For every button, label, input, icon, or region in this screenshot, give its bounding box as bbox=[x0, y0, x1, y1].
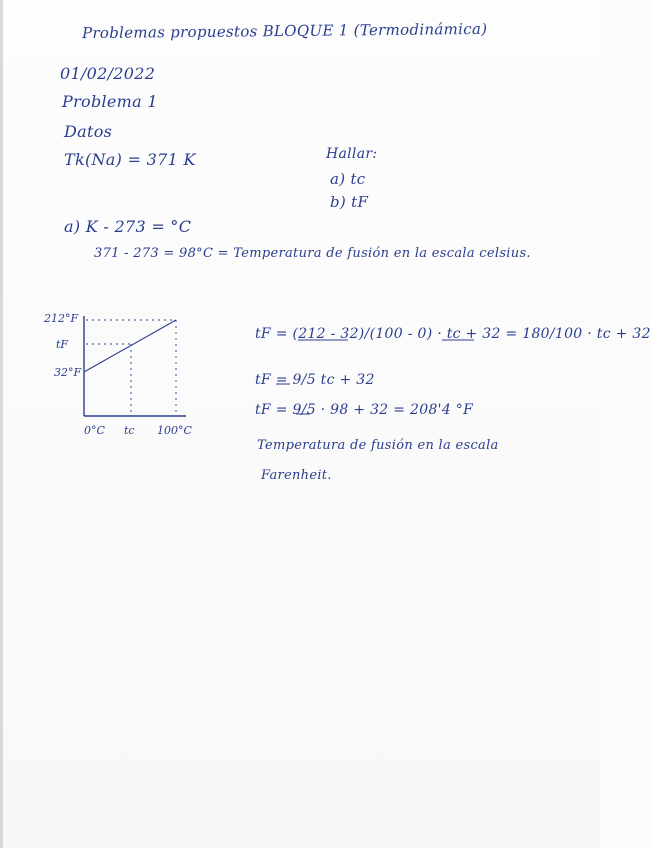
part-a-formula: a) K - 273 = °C bbox=[64, 217, 192, 236]
graph-x-mid: tc bbox=[124, 424, 135, 437]
page-title: Problemas propuestos BLOQUE 1 (Termodinámica) bbox=[81, 19, 488, 43]
datos-label: Datos bbox=[64, 122, 113, 141]
graph-x-left: 0°C bbox=[84, 424, 105, 437]
hallar-label: Hallar: bbox=[326, 146, 378, 162]
part-a-result: 371 - 273 = 98°C = Temperatura de fusión en la escala celsius. bbox=[94, 246, 531, 261]
graph-y-low: 32°F bbox=[54, 366, 82, 379]
equation-3: tF = 9/5 · 98 + 32 = 208'4 °F bbox=[255, 402, 474, 418]
graph-y-top: 212°F bbox=[44, 312, 79, 325]
result-line-2: Farenheit. bbox=[261, 468, 332, 483]
graph-x-right: 100°C bbox=[157, 424, 192, 437]
conversion-line bbox=[84, 320, 176, 372]
equation-1: tF = (212 - 32)/(100 - 0) · tc + 32 = 180/100 · tc + 32 bbox=[255, 326, 651, 342]
given-data: Tk(Na) = 371 K bbox=[64, 150, 196, 169]
date: 01/02/2022 bbox=[60, 64, 156, 83]
hallar-item-a: a) tc bbox=[330, 170, 366, 188]
equation-2: tF = 9/5 tc + 32 bbox=[255, 372, 375, 388]
graph-y-mid: tF bbox=[56, 338, 69, 351]
hallar-item-b: b) tF bbox=[330, 193, 369, 211]
result-line-1: Temperatura de fusión en la escala bbox=[257, 438, 499, 453]
problem-heading: Problema 1 bbox=[62, 92, 158, 111]
